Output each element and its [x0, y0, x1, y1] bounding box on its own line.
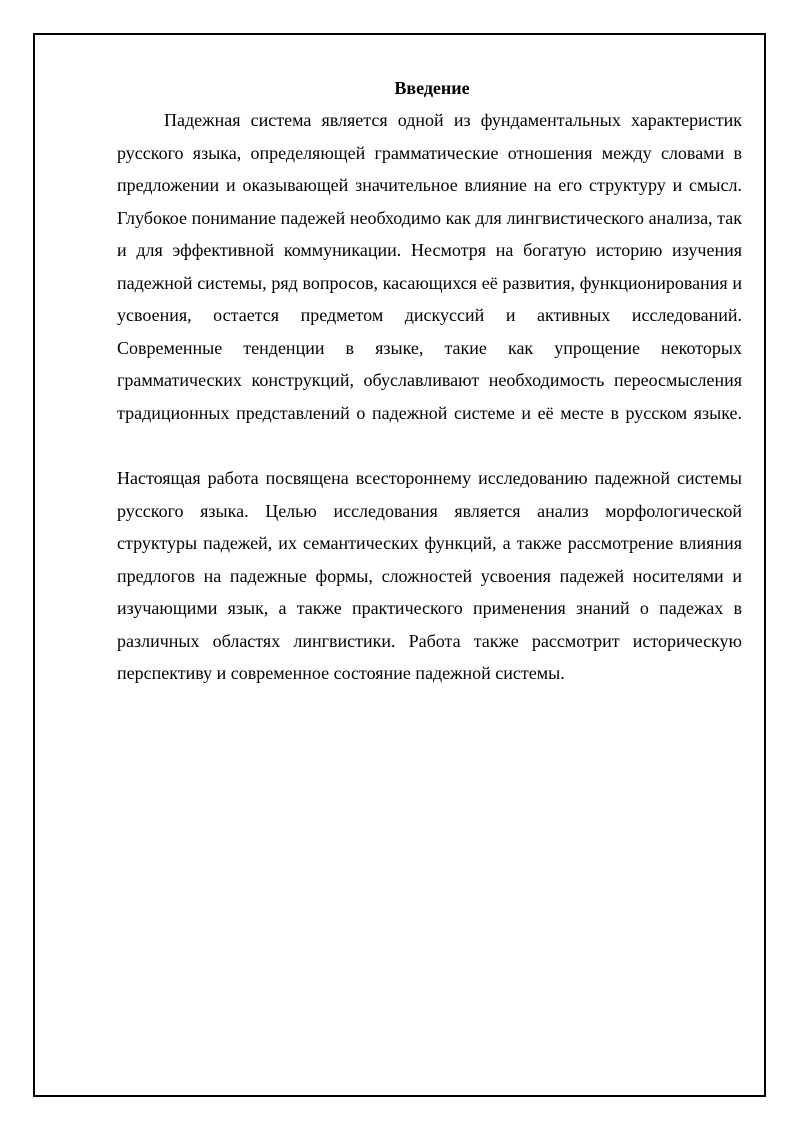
- introduction-paragraph-2: Настоящая работа посвящена всестороннему исследованию падежной системы русского языка. Целью исследования является анализ морфологической структуры падежей, их семантических функций, а также рассмотрение влияния предлогов на падежные формы, сложностей усвоения падежей носителями и изучающими язык, а также практического применения знаний о падежах в различных областях лингвистики. Работа также рассмотрит историческую перспективу и современное состояние падежной системы.: [117, 468, 742, 683]
- document-body: [117, 72, 742, 690]
- paragraph-gap: [117, 429, 742, 462]
- document-title: Введение: [394, 78, 470, 98]
- introduction-paragraph-1: Падежная система является одной из фундаментальных характеристик русского языка, определяющей грамматические отношения между словами в предложении и оказывающей значительное влияние на его структуру и смысл. Глубокое понимание падежей необходимо как для лингвистического анализа, так и для эффективной коммуникации. Несмотря на богатую историю изучения падежной системы, ряд вопросов, касающихся её развития, функционирования и усвоения, остается предметом дискуссий и активных исследований. Современные тенденции в языке, такие как упрощение некоторых грамматических конструкций, обуславливают необходимость переосмысления традиционных представлений о падежной системе и её месте в русском языке.: [117, 110, 742, 423]
